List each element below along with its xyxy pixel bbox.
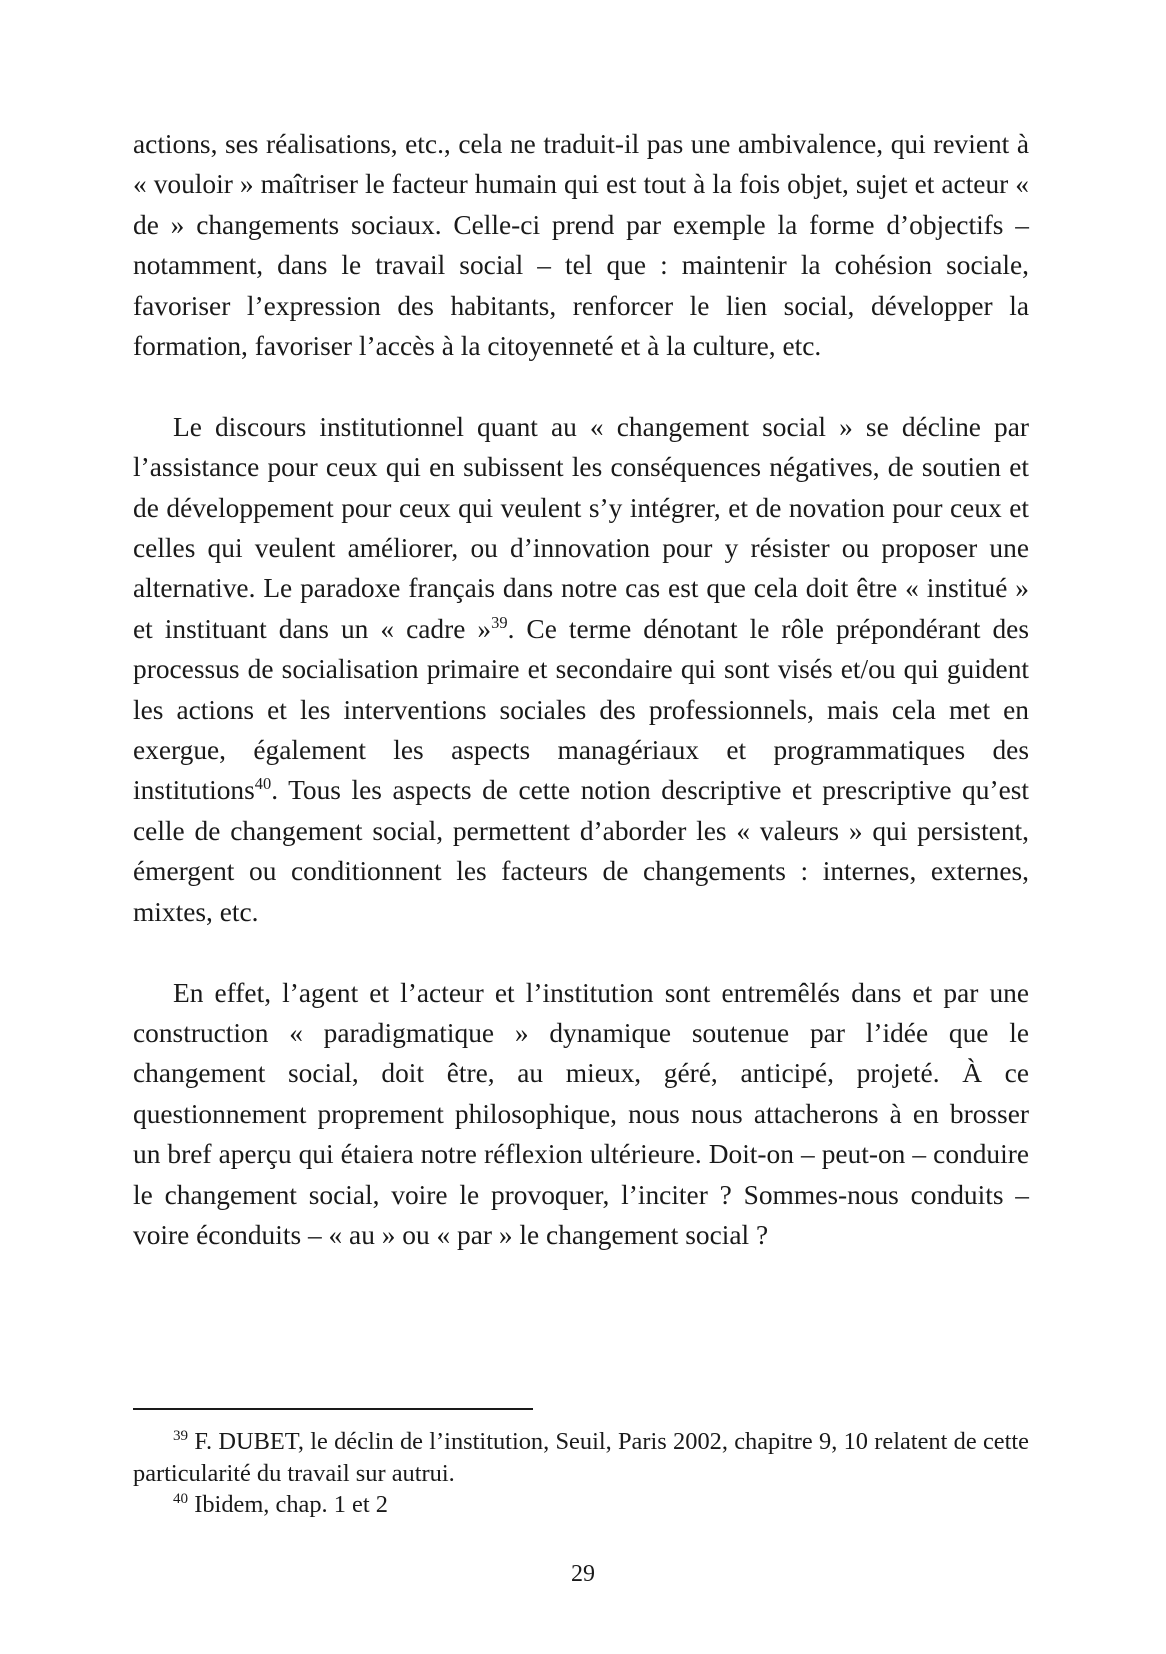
- footnote-39: [133, 1426, 1029, 1489]
- paragraph-2-text-part-2: . Ce terme dénotant le rôle prépondérant des processus de socialisation primaire et secondaire qui sont visés et/ou qui guident les actions et les interventions sociales des professionnels, mais cela met en exergue, également les aspects managériaux et programmatiques des institutions: [133, 613, 1029, 806]
- footnote-39-number: 39: [173, 1427, 189, 1444]
- paragraph-1-text: actions, ses réalisations, etc., cela ne traduit-il pas une ambivalence, qui revient à « vouloir » maîtriser le facteur humain qui est tout à la fois objet, sujet et acteur « de » changements sociaux. Celle-ci prend par exemple la forme d’objectifs – notamment, dans le travail social – tel que : maintenir la cohésion sociale, favoriser l’expression des habitants, renforcer le lien social, développer la formation, favoriser l’accès à la citoyenneté et à la culture, etc.: [133, 129, 1029, 362]
- body-text: [133, 124, 1029, 1255]
- footnote-39-text: F. DUBET, le déclin de l’institution, Seuil, Paris 2002, chapitre 9, 10 relatent de cette particularité du travail sur autrui.: [133, 1428, 1029, 1487]
- paragraph-2: [133, 407, 1029, 932]
- footnote-40: [133, 1489, 1029, 1521]
- paragraph-3-text: En effet, l’agent et l’acteur et l’institution sont entremêlés dans et par une construction « paradigmatique » dynamique soutenue par l’idée que le changement social, doit être, au mieux, géré, anticipé, projeté. À ce questionnement proprement philosophique, nous nous attacherons à en brosser un bref aperçu qui étaiera notre réflexion ultérieure. Doit-on – peut-on – conduire le changement social, voire le provoquer, l’inciter ? Sommes-nous conduits – voire éconduits – « au » ou « par » le changement social ?: [133, 977, 1029, 1250]
- footnotes: [133, 1426, 1029, 1521]
- paragraph-2-text-part-1: Le discours institutionnel quant au « changement social » se décline par l’assistance pour ceux qui en subissent les conséquences négatives, de soutien et de développement pour ceux qui veulent s’y intégrer, et de novation pour ceux et celles qui veulent améliorer, ou d’innovation pour y résister ou proposer une alternative. Le paradoxe français dans notre cas est que cela doit être « institué » et instituant dans un « cadre »: [133, 411, 1029, 644]
- paragraph-2-text-part-3: . Tous les aspects de cette notion descriptive et prescriptive qu’est celle de changement social, permettent d’aborder les « valeurs » qui persistent, émergent ou conditionnent les facteurs de changements : internes, externes, mixtes, etc.: [133, 775, 1029, 927]
- footnote-40-number: 40: [173, 1490, 189, 1507]
- footnote-40-text: Ibidem, chap. 1 et 2: [194, 1491, 388, 1518]
- footnote-ref-40[interactable]: 40: [254, 774, 272, 794]
- footnote-separator: [133, 1408, 533, 1410]
- paragraph-3: [133, 973, 1029, 1256]
- footnote-ref-39[interactable]: 39: [491, 612, 508, 632]
- paragraph-1: [133, 124, 1029, 366]
- page-number: 29: [571, 1561, 595, 1587]
